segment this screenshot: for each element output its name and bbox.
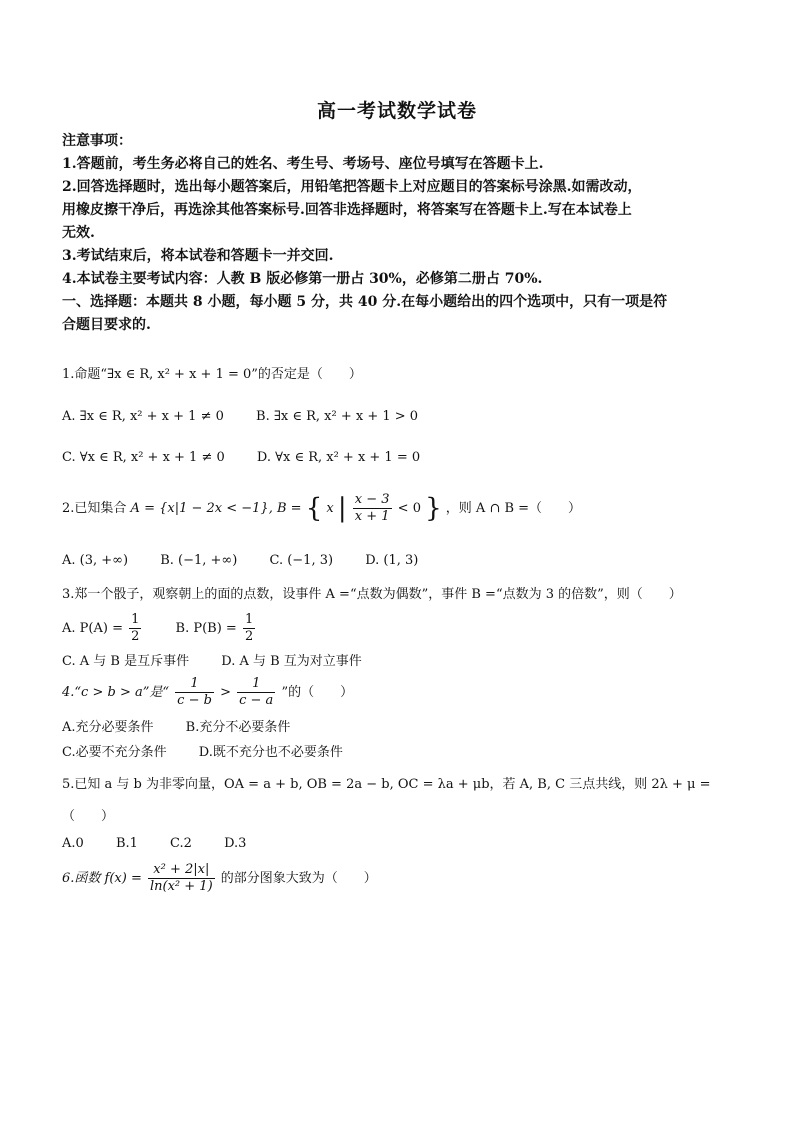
q4-frac1-num: 1 <box>175 676 214 693</box>
q6-frac-den: ln(x² + 1) <box>150 879 213 894</box>
q3-option-b-text: B. P(B) = <box>175 621 237 636</box>
q1-option-d: D. ∀x ∈ R, x² + x + 1 = 0 <box>256 450 421 465</box>
notes-row: 3.考试结束后，将本试卷和答题卡一并交回. <box>62 248 334 264</box>
notes-row: 用橡皮擦干净后，再选涂其他答案标号.回答非选择题时，将答案写在答题卡上.写在本试卷上 <box>62 202 632 218</box>
q1-stem: 1.命题“∃x ∈ R, x² + x + 1 = 0”的否定是（ ） <box>62 367 362 382</box>
q4-pre: 4.“c > b > a”是“ <box>62 685 170 700</box>
q4-frac1-den: c − b <box>177 693 212 708</box>
q4-frac2-num: 1 <box>237 676 275 693</box>
q4-post: ”的（ ） <box>281 685 354 700</box>
q3-option-a <box>62 612 143 645</box>
q6-post: 的部分图象大致为（ ） <box>220 871 377 886</box>
q4-option-c: C.必要不充分条件 <box>62 745 167 760</box>
notes-row: 1.答题前，考生务必将自己的姓名、考生号、考场号、座位号填写在答题卡上. <box>62 156 544 172</box>
q4-gt: > <box>220 685 231 700</box>
q4-stem <box>62 676 353 709</box>
q2-bar: | <box>337 493 347 524</box>
q6-fraction <box>148 862 215 895</box>
q4-options-ab <box>62 719 318 737</box>
q3-frac-num: 1 <box>131 612 140 627</box>
notes-row: 无效. <box>62 225 95 241</box>
q2-option-c: C. (−1, 3) <box>269 553 334 568</box>
q5-option-c: C.2 <box>170 836 192 851</box>
q3-stem: 3.郑一个骰子，观察朝上的面的点数，设事件 A =“点数为偶数”，事件 B =“点数为 3 的倍数”，则（ ） <box>62 587 682 602</box>
q4-frac-1 <box>175 676 214 709</box>
q4-option-d: D.既不充分也不必要条件 <box>198 745 343 760</box>
q1-option-a: A. ∃x ∈ R, x² + x + 1 ≠ 0 <box>62 409 224 424</box>
q5-option-d: D.3 <box>224 836 247 851</box>
q6-stem <box>62 862 377 895</box>
notes-row: 2.回答选择题时，选出每小题答案后，用铅笔把答题卡上对应题目的答案标号涂黑.如需改动， <box>62 179 642 195</box>
q2-frac-den: x + 1 <box>354 509 390 524</box>
q6-pre: 6.函数 f(x) = <box>62 871 142 886</box>
q3-option-b <box>176 612 258 645</box>
q3-option-d: D. A 与 B 互为对立事件 <box>221 654 362 669</box>
q2-frac-num: x − 3 <box>354 492 390 507</box>
notes-row: 4.本试卷主要考试内容：人教 B 版必修第一册占 30%，必修第二册占 70%. <box>62 271 543 287</box>
q5-stem: 5.已知 a 与 b 为非零向量，OA = a + b, OB = 2a − b, OC = λa + μb，若 A, B, C 三点共线，则 2λ + μ = <box>62 777 711 792</box>
q2-brace-right: } <box>425 493 442 524</box>
q2-stem <box>62 492 581 525</box>
q4-frac-2 <box>237 676 275 709</box>
page-title: 高一考试数学试卷 <box>316 100 477 122</box>
q2-option-b: B. (−1, +∞) <box>160 553 238 568</box>
q5-option-a: A.0 <box>62 836 84 851</box>
q1-option-c: C. ∀x ∈ R, x² + x + 1 ≠ 0 <box>62 450 225 465</box>
q2-option-d: D. (1, 3) <box>365 553 419 568</box>
q3-option-a-text: A. P(A) = <box>62 621 123 636</box>
q2-option-a: A. (3, +∞) <box>62 553 129 568</box>
q4-option-b: B.充分不必要条件 <box>185 720 291 735</box>
q3-options-ab <box>62 612 285 645</box>
section-heading-cont: 合题目要求的. <box>62 317 151 333</box>
q5-paren: （ ） <box>62 809 115 824</box>
q2-fraction <box>353 492 392 525</box>
q2-setb-cond: < 0 <box>397 501 421 516</box>
q3-option-a-frac <box>129 612 141 645</box>
q2-brace-left: { <box>305 493 323 524</box>
q1-options-cd <box>62 449 448 467</box>
q6-frac-num: x² + 2|x| <box>148 862 215 879</box>
q3-options-cd <box>62 653 390 671</box>
q5-option-b: B.1 <box>115 836 138 851</box>
notes-section <box>62 130 732 337</box>
q3-option-b-frac <box>243 612 255 645</box>
q4-options-cd <box>62 744 371 762</box>
q2-set-a: A = {x|1 − 2x < −1}, B = <box>130 501 302 516</box>
q1-options-ab <box>62 408 446 426</box>
q4-option-a: A.充分必要条件 <box>62 720 154 735</box>
q3-frac-den: 2 <box>244 629 254 644</box>
notes-heading: 注意事项： <box>62 133 132 149</box>
q3-option-c: C. A 与 B 是互斥事件 <box>62 654 190 669</box>
q2-prefix: 2.已知集合 <box>62 501 127 516</box>
q4-frac2-den: c − a <box>239 693 274 708</box>
q5-options <box>62 835 274 853</box>
q2-setb-var: x <box>326 501 334 516</box>
q1-option-b: B. ∃x ∈ R, x² + x + 1 > 0 <box>256 409 419 424</box>
q2-suffix: ，则 A ∩ B =（ ） <box>445 501 582 516</box>
section-heading: 一、选择题：本题共 8 小题，每小题 5 分，共 40 分.在每小题给出的四个选项中，只有一项是符 <box>62 294 668 310</box>
q2-options <box>62 552 446 570</box>
q3-frac-num: 1 <box>244 612 254 627</box>
q3-frac-den: 2 <box>131 629 140 644</box>
